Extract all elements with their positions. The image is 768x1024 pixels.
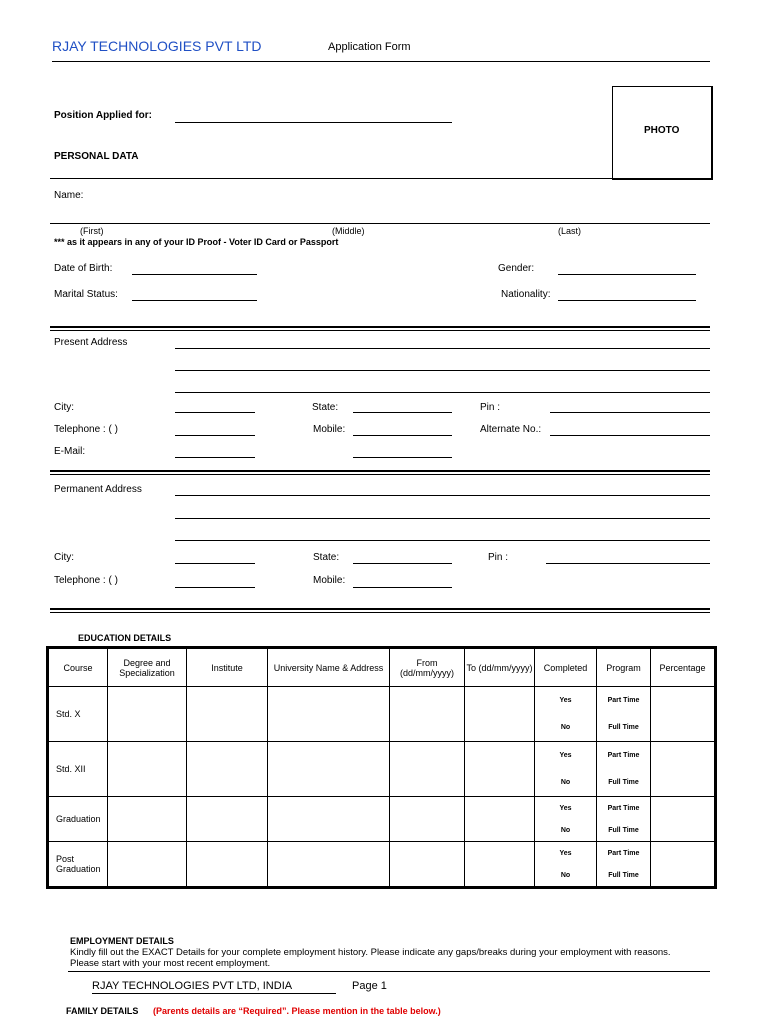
- employment-instructions: Kindly fill out the EXACT Details for your complete employment history. Please indicate any gaps/breaks during your employment with reasons. Please start with your most recent employment.: [70, 947, 671, 969]
- name-last-caption: (Last): [558, 226, 582, 236]
- table-row: [48, 797, 716, 820]
- present-address-line-3[interactable]: [175, 392, 710, 393]
- completed-yes[interactable]: Yes: [535, 797, 597, 820]
- from-cell[interactable]: [390, 742, 465, 797]
- permanent-state-input[interactable]: [353, 563, 452, 564]
- employment-heading: EMPLOYMENT DETAILS: [70, 936, 174, 946]
- header-institute: Institute: [187, 648, 268, 687]
- permanent-city-label: City:: [54, 552, 74, 563]
- position-input[interactable]: [175, 122, 452, 123]
- program-part-time[interactable]: Part Time: [597, 842, 651, 865]
- degree-cell[interactable]: [108, 742, 187, 797]
- photo-label: PHOTO: [644, 125, 680, 136]
- degree-cell[interactable]: [108, 687, 187, 742]
- to-cell[interactable]: [465, 687, 535, 742]
- company-name: RJAY TECHNOLOGIES PVT LTD: [52, 38, 262, 54]
- permanent-city-input[interactable]: [175, 563, 255, 564]
- form-title: Application Form: [328, 41, 411, 53]
- percentage-cell[interactable]: [651, 687, 716, 742]
- header-program: Program: [597, 648, 651, 687]
- name-middle-caption: (Middle): [332, 226, 365, 236]
- course-cell-std-x: Std. X: [48, 687, 108, 742]
- permanent-address-line-3[interactable]: [175, 540, 710, 541]
- completed-no[interactable]: No: [535, 864, 597, 888]
- id-proof-note: *** as it appears in any of your ID Proof - Voter ID Card or Passport: [54, 237, 339, 247]
- program-part-time[interactable]: Part Time: [597, 742, 651, 770]
- present-alternate-label: Alternate No.:: [480, 424, 542, 435]
- from-cell[interactable]: [390, 797, 465, 842]
- institute-cell[interactable]: [187, 797, 268, 842]
- program-part-time[interactable]: Part Time: [597, 797, 651, 820]
- course-cell-std-xii: Std. XII: [48, 742, 108, 797]
- name-first-caption: (First): [80, 226, 104, 236]
- program-full-time[interactable]: Full Time: [597, 864, 651, 888]
- percentage-cell[interactable]: [651, 842, 716, 888]
- family-heading: FAMILY DETAILS: [66, 1006, 139, 1016]
- present-state-label: State:: [312, 402, 339, 413]
- gender-label: Gender:: [498, 263, 535, 274]
- from-cell[interactable]: [390, 842, 465, 888]
- name-input[interactable]: [50, 223, 710, 224]
- permanent-address-line-2[interactable]: [175, 518, 710, 519]
- course-cell-post-graduation: Post Graduation: [48, 842, 108, 888]
- present-email-input-2[interactable]: [353, 457, 452, 458]
- present-telephone-label: Telephone : ( ): [54, 424, 118, 435]
- present-mobile-input[interactable]: [353, 435, 452, 436]
- double-divider-2a: [50, 470, 710, 472]
- header-completed: Completed: [535, 648, 597, 687]
- present-address-line-2[interactable]: [175, 370, 710, 371]
- name-label: Name:: [54, 190, 84, 201]
- completed-yes[interactable]: Yes: [535, 742, 597, 770]
- course-cell-graduation: Graduation: [48, 797, 108, 842]
- present-address-label: Present Address: [54, 337, 128, 348]
- permanent-telephone-input[interactable]: [175, 587, 255, 588]
- permanent-mobile-label: Mobile:: [313, 575, 346, 586]
- present-email-input[interactable]: [175, 457, 255, 458]
- university-cell[interactable]: [268, 687, 390, 742]
- permanent-pin-input[interactable]: [546, 563, 710, 564]
- from-cell[interactable]: [390, 687, 465, 742]
- table-row: [48, 687, 716, 715]
- present-mobile-label: Mobile:: [313, 424, 346, 435]
- completed-no[interactable]: No: [535, 819, 597, 842]
- university-cell[interactable]: [268, 742, 390, 797]
- present-pin-input[interactable]: [550, 412, 710, 413]
- nationality-input[interactable]: [558, 300, 696, 301]
- header-divider: [52, 61, 710, 62]
- program-full-time[interactable]: Full Time: [597, 714, 651, 742]
- present-pin-label: Pin :: [480, 402, 501, 413]
- present-email-label: E-Mail:: [54, 446, 86, 457]
- permanent-address-line-1[interactable]: [175, 495, 710, 496]
- percentage-cell[interactable]: [651, 797, 716, 842]
- double-divider-1b: [50, 330, 710, 331]
- header-course: Course: [48, 648, 108, 687]
- completed-no[interactable]: No: [535, 769, 597, 797]
- permanent-pin-label: Pin :: [488, 552, 509, 563]
- degree-cell[interactable]: [108, 797, 187, 842]
- present-state-input[interactable]: [353, 412, 452, 413]
- education-header-row: [48, 648, 716, 687]
- dob-label: Date of Birth:: [54, 263, 113, 274]
- to-cell[interactable]: [465, 842, 535, 888]
- degree-cell[interactable]: [108, 842, 187, 888]
- footer-company: RJAY TECHNOLOGIES PVT LTD, INDIA: [92, 980, 293, 992]
- permanent-state-label: State:: [313, 552, 340, 563]
- percentage-cell[interactable]: [651, 742, 716, 797]
- header-from: From (dd/mm/yyyy): [390, 648, 465, 687]
- to-cell[interactable]: [465, 742, 535, 797]
- header-university: University Name & Address: [268, 648, 390, 687]
- section-divider-1: [50, 178, 710, 179]
- completed-yes[interactable]: Yes: [535, 842, 597, 865]
- institute-cell[interactable]: [187, 687, 268, 742]
- footer-divider: [68, 971, 710, 972]
- to-cell[interactable]: [465, 797, 535, 842]
- permanent-telephone-label: Telephone : ( ): [54, 575, 118, 586]
- personal-data-heading: PERSONAL DATA: [54, 151, 139, 162]
- dob-input[interactable]: [132, 274, 257, 275]
- permanent-mobile-input[interactable]: [353, 587, 452, 588]
- double-divider-2b: [50, 474, 710, 475]
- table-row: [48, 742, 716, 770]
- program-full-time[interactable]: Full Time: [597, 819, 651, 842]
- double-divider-3b: [50, 612, 710, 613]
- family-note: (Parents details are “Required”. Please mention in the table below.): [153, 1006, 441, 1016]
- permanent-address-label: Permanent Address: [54, 484, 142, 495]
- education-heading: EDUCATION DETAILS: [78, 633, 172, 643]
- program-full-time[interactable]: Full Time: [597, 769, 651, 797]
- header-percentage: Percentage: [651, 648, 716, 687]
- footer-page-number: Page 1: [352, 980, 387, 992]
- program-part-time[interactable]: Part Time: [597, 687, 651, 715]
- header-degree: Degree and Specialization: [108, 648, 187, 687]
- nationality-label: Nationality:: [501, 289, 551, 300]
- institute-cell[interactable]: [187, 742, 268, 797]
- institute-cell[interactable]: [187, 842, 268, 888]
- gender-input[interactable]: [558, 274, 696, 275]
- marital-input[interactable]: [132, 300, 257, 301]
- present-city-input[interactable]: [175, 412, 255, 413]
- university-cell[interactable]: [268, 797, 390, 842]
- table-row: [48, 842, 716, 865]
- present-address-line-1[interactable]: [175, 348, 710, 349]
- education-table: [46, 646, 717, 889]
- present-city-label: City:: [54, 402, 74, 413]
- present-alternate-input[interactable]: [550, 435, 710, 436]
- footer-company-underline: [92, 993, 336, 994]
- university-cell[interactable]: [268, 842, 390, 888]
- completed-yes[interactable]: Yes: [535, 687, 597, 715]
- header-to: To (dd/mm/yyyy): [465, 648, 535, 687]
- double-divider-1a: [50, 326, 710, 328]
- present-telephone-input[interactable]: [175, 435, 255, 436]
- position-label: Position Applied for:: [54, 110, 152, 121]
- marital-label: Marital Status:: [54, 289, 118, 300]
- completed-no[interactable]: No: [535, 714, 597, 742]
- double-divider-3a: [50, 608, 710, 610]
